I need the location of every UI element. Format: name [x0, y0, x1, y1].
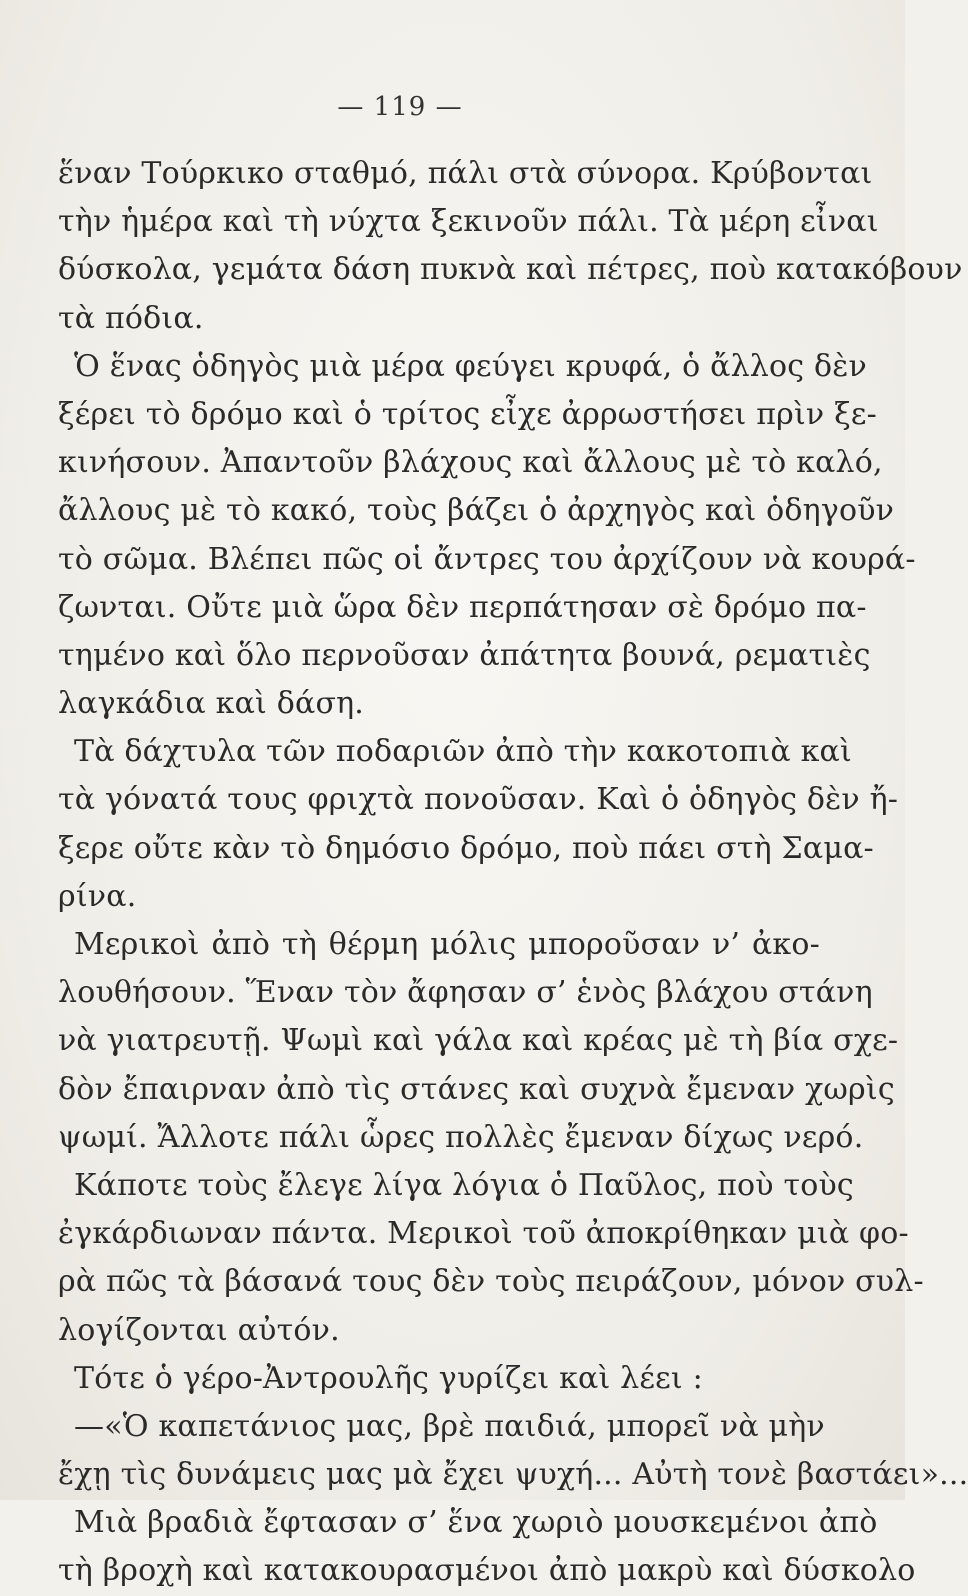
text-line: τὰ πόδια. [58, 300, 204, 336]
text-line: δὸν ἔπαιρναν ἀπὸ τὶς στάνες καὶ συχνὰ ἔμεναν χωρὶς [58, 1071, 895, 1107]
body-text [58, 150, 968, 1596]
text-line: ζωνται. Οὔτε μιὰ ὥρα δὲν περπάτησαν σὲ δρόμο πα- [58, 589, 867, 625]
text-line: κινήσουν. Ἀπαντοῦν βλάχους καὶ ἄλλους μὲ τὸ καλό, [58, 445, 883, 481]
text-line: τὴ βροχὴ καὶ κατακουρασμένοι ἀπὸ μακρὺ καὶ δύσκολο [58, 1553, 916, 1589]
text-line: νὰ γιατρευτῇ. Ψωμὶ καὶ γάλα καὶ κρέας μὲ τὴ βία σχε- [58, 1023, 899, 1059]
text-line: δύσκολα, γεμάτα δάση πυκνὰ καὶ πέτρες, ποὺ κατακόβουν [58, 252, 963, 288]
text-line: λουθήσουν. Ἕναν τὸν ἄφησαν σ’ ἑνὸς βλάχου στάνη [58, 975, 873, 1011]
text-line: Τότε ὁ γέρο-Ἀντρουλῆς γυρίζει καὶ λέει : [74, 1360, 703, 1396]
text-line: τὴν ἡμέρα καὶ τὴ νύχτα ξεκινοῦν πάλι. Τὰ μέρη εἶναι [58, 204, 879, 240]
text-line: ρίνα. [58, 878, 137, 914]
text-line: ξέρει τὸ δρόμο καὶ ὁ τρίτος εἶχε ἀρρωστήσει πρὶν ξε- [58, 396, 877, 432]
text-line: ξερε οὔτε κὰν τὸ δημόσιο δρόμο, ποὺ πάει στὴ Σαμα- [58, 830, 874, 866]
text-line: Ὁ ἕνας ὁδηγὸς μιὰ μέρα φεύγει κρυφά, ὁ ἄλλος δὲν [74, 348, 867, 384]
text-line: τὸ σῶμα. Βλέπει πῶς οἱ ἄντρες του ἀρχίζουν νὰ κουρά- [58, 541, 916, 577]
text-line: Τὰ δάχτυλα τῶν ποδαριῶν ἀπὸ τὴν κακοτοπιὰ καὶ [74, 734, 852, 770]
text-line: τημένο καὶ ὅλο περνοῦσαν ἀπάτητα βουνά, ρεματιὲς [58, 637, 871, 673]
text-line: τὰ γόνατά τους φριχτὰ πονοῦσαν. Καὶ ὁ ὁδηγὸς δὲν ἤ- [58, 782, 899, 818]
text-line: λογίζονται αὐτόν. [58, 1312, 340, 1348]
text-line: Μιὰ βραδιὰ ἔφτασαν σ’ ἕνα χωριὸ μουσκεμένοι ἀπὸ [74, 1505, 878, 1541]
text-line: ἔχῃ τὶς δυνάμεις μας μὰ ἔχει ψυχή... Αὐτὴ τονὲ βαστάει»... [58, 1457, 968, 1493]
text-line: ἐγκάρδιωναν πάντα. Μερικοὶ τοῦ ἀποκρίθηκαν μιὰ φο- [58, 1216, 909, 1252]
text-line: Μερικοὶ ἀπὸ τὴ θέρμη μόλις μποροῦσαν ν’ ἀκο- [74, 927, 820, 962]
text-line: ψωμί. Ἄλλοτε πάλι ὧρες πολλὲς ἔμεναν δίχως νερό. [58, 1119, 864, 1155]
text-line: —«Ὁ καπετάνιος μας, βρὲ παιδιά, μπορεῖ νὰ μὴν [74, 1408, 825, 1444]
text-line: Κάποτε τοὺς ἔλεγε λίγα λόγια ὁ Παῦλος, ποὺ τοὺς [74, 1167, 854, 1203]
text-line: ἕναν Τούρκικο σταθμό, πάλι στὰ σύνορα. Κρύβονται [58, 156, 873, 191]
text-line: λαγκάδια καὶ δάση. [58, 686, 365, 722]
text-line: ρὰ πῶς τὰ βάσανά τους δὲν τοὺς πειράζουν, μόνον συλ- [58, 1264, 924, 1300]
text-line: ἄλλους μὲ τὸ κακό, τοὺς βάζει ὁ ἀρχηγὸς καὶ ὁδηγοῦν [58, 493, 895, 529]
page-number: — 119 — [337, 92, 463, 122]
